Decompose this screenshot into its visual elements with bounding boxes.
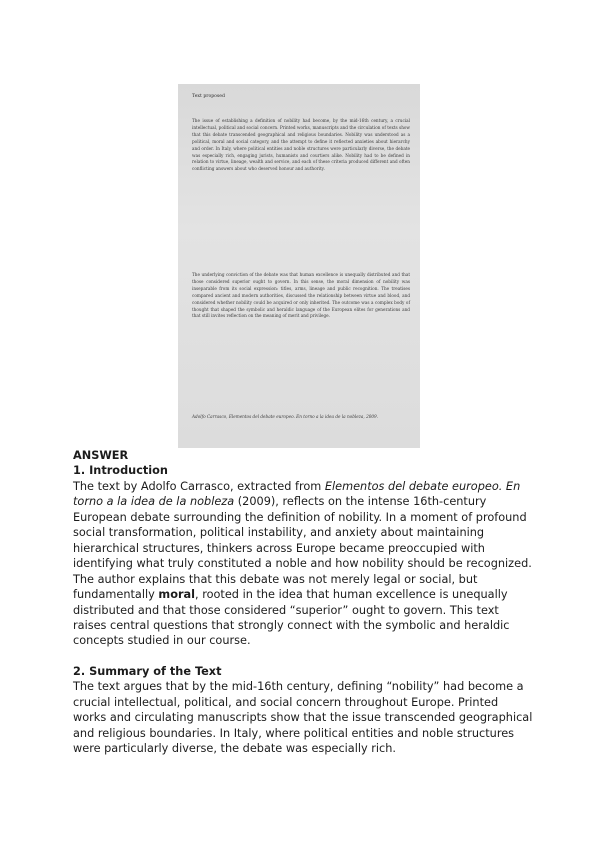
photo-citation: Adolfo Carrasco, Elementos del debate europeo. En torno a la idea de la nobleza, 2009. [192, 414, 379, 419]
introduction-heading: 1. Introduction [73, 464, 168, 478]
introduction-paragraph [73, 479, 533, 649]
book-title: Elementos del debate europeo. En torno a la idea de la nobleza [73, 479, 521, 509]
photo-title: Text proposed [192, 94, 225, 99]
scanned-text-photo [178, 84, 420, 448]
photo-paragraph-1: The issue of establishing a definition of nobility had become, by the mid-16th century, a crucial intellectual, political and social concern. Printed works, manuscripts and the circulation of texts show that this debate transcended geographical and religious boundaries. Nobility was understood as a political, moral and social category, and the attempt to define it reflected anxieties about hierarchy and order. In Italy, where political entities and noble structures were particularly diverse, the debate was especially rich, engaging jurists, humanists and courtiers alike. Nobility had to be defined in relation to virtue, lineage, wealth and service, and each of these criteria produced different and often conflicting answers about who deserved honour and authority. [192, 118, 410, 172]
summary-paragraph: The text argues that by the mid-16th century, defining “nobility” had become a crucial intellectual, political, and social concern throughout Europe. Printed works and circulating manuscripts show that the issue transcended geographical and religious boundaries. In Italy, where political entities and noble structures were particularly diverse, the debate was especially rich. [73, 680, 533, 756]
section-spacer [73, 649, 533, 664]
photo-paragraph-2: The underlying conviction of the debate was that human excellence is unequally distributed and that those considered superior ought to govern. In this sense, the moral dimension of nobility was inseparable from its social expression: titles, arms, lineage and public recognition. The treatises compared ancient and modern authorities, discussed the relationship between virtue and blood, and considered whether nobility could be acquired or only inherited. The outcome was a complex body of thought that shaped the symbolic and heraldic language of the European elites for generations and that still invites reflection on the meaning of merit and privilege. [192, 272, 410, 319]
answer-heading: ANSWER [73, 449, 129, 462]
intro-text-end: , rooted in the idea that human excellence is unequally distributed and that those considered “superior” ought to govern. This text raises central questions that strongly connect with the symbolic and heraldic concepts studied in our course. [73, 588, 510, 648]
answer-section [73, 448, 533, 757]
intro-text-start: The text by Adolfo Carrasco, extracted from [73, 479, 325, 493]
moral-emphasis: moral [158, 588, 196, 602]
summary-heading: 2. Summary of the Text [73, 664, 222, 678]
intro-text-middle: (2009), reflects on the intense 16th-century European debate surrounding the definition of nobility. In a moment of profound social transformation, political instability, and anxiety about maintaining hierarchical structures, thinkers across Europe became preoccupied with identifying what truly constituted a noble and how nobility should be recognized. The author explains that this debate was not merely legal or social, but fundamentally [73, 495, 532, 602]
